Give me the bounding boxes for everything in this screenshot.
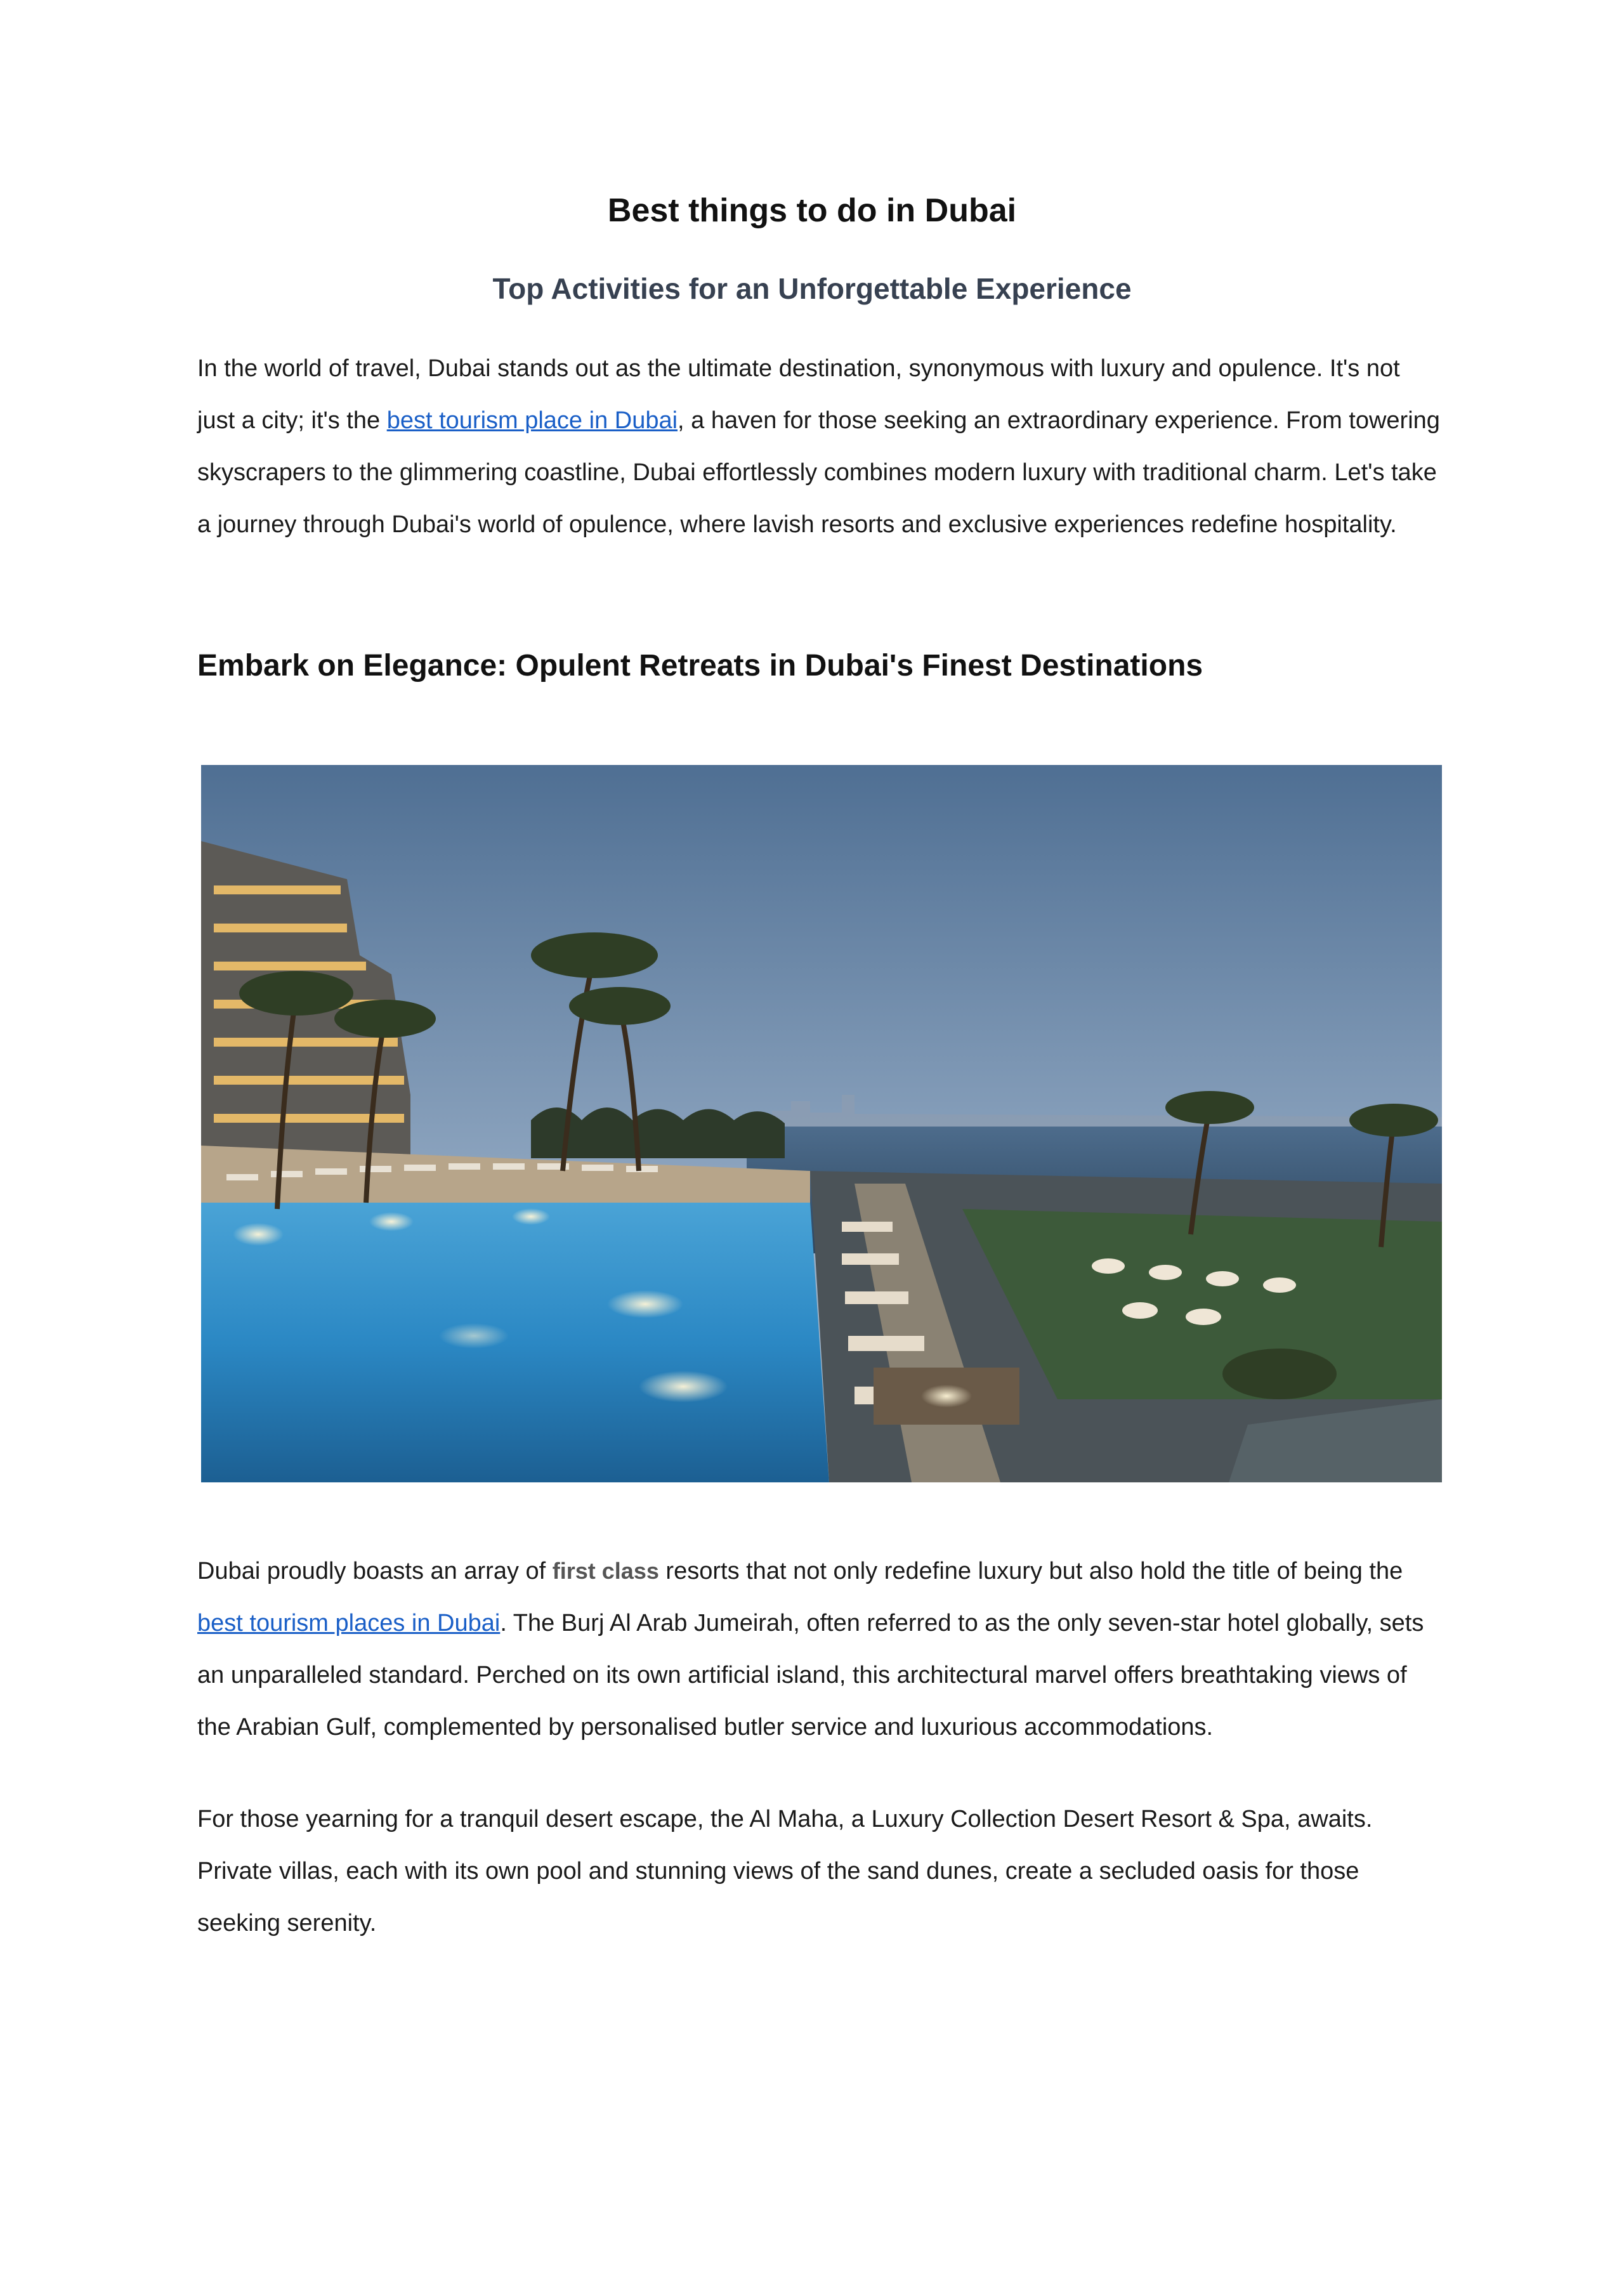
intro-paragraph	[197, 343, 1441, 551]
resort-pool-photo	[201, 765, 1442, 1482]
page-subtitle: Top Activities for an Unforgettable Experience	[492, 272, 1132, 305]
resorts-paragraph	[197, 1545, 1441, 1753]
resorts-text-start: Dubai proudly boasts an array of	[197, 1558, 553, 1584]
resorts-text-end: . The Burj Al Arab Jumeirah, often referred to as the only seven-star hotel globally, sets an unparalleled standard. Perched on its own artificial island, this architectural marvel offers breathtaking views of the Arabian Gulf, complemented by personalised butler service and luxurious accommodations.	[197, 1610, 1424, 1741]
page-title: Best things to do in Dubai	[607, 192, 1017, 229]
first-class-emphasis: first class	[552, 1558, 659, 1584]
best-tourism-place-link[interactable]: best tourism place in Dubai	[386, 407, 678, 434]
best-tourism-places-link[interactable]: best tourism places in Dubai	[197, 1610, 501, 1636]
resort-illustration	[201, 765, 1442, 1482]
section-heading: Embark on Elegance: Opulent Retreats in Dubai's Finest Destinations	[197, 649, 1203, 683]
intro-text-start: In the world of travel, Dubai stands out as the ultimate destination, synonymous with luxury and opulence. It's not just a city; it's the	[197, 355, 1400, 434]
resorts-text-middle: resorts that not only redefine luxury but also hold the title of being the	[658, 1558, 1403, 1584]
intro-text-end: , a haven for those seeking an extraordinary experience. From towering skyscrapers to the glimmering coastline, Dubai effortlessly combines modern luxury with traditional charm. Let's take a journey through Dubai's world of opulence, where lavish resorts and exclusive experiences redefine hospitality.	[197, 407, 1440, 538]
desert-paragraph: For those yearning for a tranquil desert escape, the Al Maha, a Luxury Collection Desert Resort & Spa, awaits. Private villas, each with its own pool and stunning views of the sand dunes, create a secluded oasis for those seeking serenity.	[197, 1806, 1373, 1937]
